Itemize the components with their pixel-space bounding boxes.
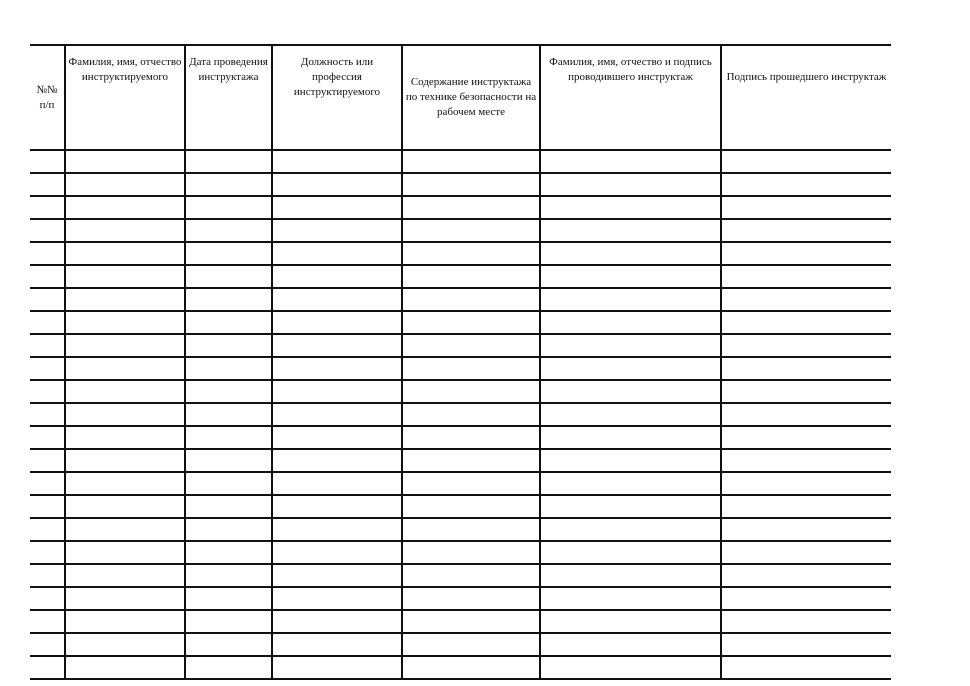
table-cell[interactable] <box>540 311 721 334</box>
table-cell[interactable] <box>30 472 65 495</box>
table-cell[interactable] <box>540 265 721 288</box>
table-row <box>30 633 891 656</box>
table-cell[interactable] <box>540 587 721 610</box>
table-cell[interactable] <box>272 472 402 495</box>
table-cell[interactable] <box>65 656 185 679</box>
table-cell[interactable] <box>402 173 540 196</box>
table-cell[interactable] <box>185 288 272 311</box>
table-cell[interactable] <box>721 449 891 472</box>
table-cell[interactable] <box>402 656 540 679</box>
table-cell[interactable] <box>272 495 402 518</box>
header-date: Дата проведения инструктажа <box>185 45 272 150</box>
table-row <box>30 288 891 311</box>
table-row <box>30 587 891 610</box>
table-cell[interactable] <box>402 495 540 518</box>
table-cell[interactable] <box>185 495 272 518</box>
table-cell[interactable] <box>185 472 272 495</box>
table-row <box>30 495 891 518</box>
table-cell[interactable] <box>185 656 272 679</box>
table-row <box>30 219 891 242</box>
table-cell[interactable] <box>721 288 891 311</box>
table-row <box>30 541 891 564</box>
table-cell[interactable] <box>402 380 540 403</box>
table-cell[interactable] <box>272 449 402 472</box>
table-cell[interactable] <box>30 150 65 173</box>
table-cell[interactable] <box>402 288 540 311</box>
table-cell[interactable] <box>721 564 891 587</box>
table-cell[interactable] <box>65 472 185 495</box>
table-cell[interactable] <box>540 449 721 472</box>
table-cell[interactable] <box>65 564 185 587</box>
table-cell[interactable] <box>540 495 721 518</box>
table-cell[interactable] <box>272 219 402 242</box>
table-cell[interactable] <box>402 403 540 426</box>
table-cell[interactable] <box>272 656 402 679</box>
table-row <box>30 334 891 357</box>
table-cell[interactable] <box>272 564 402 587</box>
table-cell[interactable] <box>65 150 185 173</box>
table-cell[interactable] <box>540 564 721 587</box>
table-cell[interactable] <box>402 265 540 288</box>
table-cell[interactable] <box>540 633 721 656</box>
table-row <box>30 610 891 633</box>
table-cell[interactable] <box>272 265 402 288</box>
header-position: Должность или профессия инструктируемого <box>272 45 402 150</box>
table-cell[interactable] <box>540 541 721 564</box>
table-row <box>30 173 891 196</box>
table-row <box>30 311 891 334</box>
table-cell[interactable] <box>30 633 65 656</box>
table-cell[interactable] <box>540 288 721 311</box>
table-row <box>30 564 891 587</box>
table-cell[interactable] <box>721 656 891 679</box>
table-cell[interactable] <box>65 380 185 403</box>
table-cell[interactable] <box>65 196 185 219</box>
table-cell[interactable] <box>185 150 272 173</box>
table-cell[interactable] <box>30 495 65 518</box>
table-cell[interactable] <box>540 219 721 242</box>
table-cell[interactable] <box>272 426 402 449</box>
table-row <box>30 150 891 173</box>
instruction-log-sheet <box>30 44 891 680</box>
table-cell[interactable] <box>65 219 185 242</box>
table-cell[interactable] <box>721 242 891 265</box>
table-row <box>30 518 891 541</box>
table-cell[interactable] <box>402 357 540 380</box>
table-cell[interactable] <box>272 587 402 610</box>
table-row <box>30 472 891 495</box>
table-cell[interactable] <box>185 380 272 403</box>
table-cell[interactable] <box>402 564 540 587</box>
table-cell[interactable] <box>402 150 540 173</box>
table-cell[interactable] <box>540 518 721 541</box>
table-cell[interactable] <box>185 196 272 219</box>
table-cell[interactable] <box>65 587 185 610</box>
table-cell[interactable] <box>65 173 185 196</box>
table-cell[interactable] <box>30 357 65 380</box>
table-cell[interactable] <box>185 219 272 242</box>
header-row-number: №№ п/п <box>30 45 65 150</box>
table-cell[interactable] <box>272 633 402 656</box>
table-cell[interactable] <box>272 403 402 426</box>
table-cell[interactable] <box>540 357 721 380</box>
table-cell[interactable] <box>30 242 65 265</box>
table-cell[interactable] <box>402 472 540 495</box>
table-cell[interactable] <box>402 219 540 242</box>
table-cell[interactable] <box>30 449 65 472</box>
table-cell[interactable] <box>185 633 272 656</box>
table-row <box>30 449 891 472</box>
table-row <box>30 196 891 219</box>
table-cell[interactable] <box>721 150 891 173</box>
table-cell[interactable] <box>540 472 721 495</box>
table-cell[interactable] <box>402 633 540 656</box>
table-header-row <box>30 45 891 150</box>
table-cell[interactable] <box>30 334 65 357</box>
table-cell[interactable] <box>30 288 65 311</box>
header-instruction-content: Содержание инструктажа по технике безопасности на рабочем месте <box>402 45 540 150</box>
table-cell[interactable] <box>185 564 272 587</box>
table-cell[interactable] <box>185 334 272 357</box>
table-cell[interactable] <box>185 426 272 449</box>
table-cell[interactable] <box>721 587 891 610</box>
table-cell[interactable] <box>272 173 402 196</box>
table-cell[interactable] <box>402 242 540 265</box>
table-cell[interactable] <box>185 357 272 380</box>
table-cell[interactable] <box>185 587 272 610</box>
table-cell[interactable] <box>721 633 891 656</box>
table-cell[interactable] <box>185 610 272 633</box>
table-cell[interactable] <box>721 380 891 403</box>
table-cell[interactable] <box>65 265 185 288</box>
table-cell[interactable] <box>540 150 721 173</box>
table-cell[interactable] <box>721 311 891 334</box>
table-cell[interactable] <box>30 541 65 564</box>
table-cell[interactable] <box>65 633 185 656</box>
table-cell[interactable] <box>65 288 185 311</box>
header-signature: Подпись прошедшего инструктаж <box>721 45 891 150</box>
table-row <box>30 357 891 380</box>
table-cell[interactable] <box>402 311 540 334</box>
table-cell[interactable] <box>185 265 272 288</box>
table-cell[interactable] <box>540 403 721 426</box>
table-cell[interactable] <box>65 518 185 541</box>
table-cell[interactable] <box>721 403 891 426</box>
table-cell[interactable] <box>65 242 185 265</box>
table-cell[interactable] <box>30 610 65 633</box>
table-cell[interactable] <box>272 610 402 633</box>
table-cell[interactable] <box>65 426 185 449</box>
table-cell[interactable] <box>272 334 402 357</box>
table-cell[interactable] <box>540 610 721 633</box>
table-row <box>30 656 891 679</box>
table-cell[interactable] <box>721 610 891 633</box>
table-cell[interactable] <box>30 311 65 334</box>
table-cell[interactable] <box>30 656 65 679</box>
instruction-log-table <box>30 44 891 680</box>
table-cell[interactable] <box>30 219 65 242</box>
table-cell[interactable] <box>272 196 402 219</box>
table-cell[interactable] <box>30 265 65 288</box>
table-cell[interactable] <box>272 242 402 265</box>
table-cell[interactable] <box>65 334 185 357</box>
table-cell[interactable] <box>272 541 402 564</box>
table-cell[interactable] <box>185 242 272 265</box>
header-instructor: Фамилия, имя, отчество и подпись проводившего инструктаж <box>540 45 721 150</box>
table-cell[interactable] <box>721 518 891 541</box>
header-full-name: Фамилия, имя, отчество инструктируемого <box>65 45 185 150</box>
table-cell[interactable] <box>540 380 721 403</box>
table-cell[interactable] <box>402 196 540 219</box>
table-cell[interactable] <box>402 587 540 610</box>
table-cell[interactable] <box>540 196 721 219</box>
table-cell[interactable] <box>30 380 65 403</box>
table-cell[interactable] <box>721 495 891 518</box>
table-row <box>30 242 891 265</box>
table-cell[interactable] <box>402 610 540 633</box>
table-cell[interactable] <box>402 541 540 564</box>
table-cell[interactable] <box>721 334 891 357</box>
table-cell[interactable] <box>721 541 891 564</box>
table-cell[interactable] <box>30 518 65 541</box>
table-cell[interactable] <box>185 541 272 564</box>
table-cell[interactable] <box>402 518 540 541</box>
table-cell[interactable] <box>185 403 272 426</box>
table-cell[interactable] <box>30 564 65 587</box>
table-cell[interactable] <box>30 403 65 426</box>
table-row <box>30 403 891 426</box>
table-cell[interactable] <box>272 311 402 334</box>
table-cell[interactable] <box>30 426 65 449</box>
table-cell[interactable] <box>30 587 65 610</box>
table-cell[interactable] <box>402 426 540 449</box>
table-cell[interactable] <box>30 173 65 196</box>
table-cell[interactable] <box>721 265 891 288</box>
table-cell[interactable] <box>721 426 891 449</box>
table-cell[interactable] <box>272 518 402 541</box>
table-cell[interactable] <box>721 219 891 242</box>
table-cell[interactable] <box>402 334 540 357</box>
table-cell[interactable] <box>185 311 272 334</box>
table-cell[interactable] <box>65 357 185 380</box>
table-cell[interactable] <box>721 472 891 495</box>
table-cell[interactable] <box>721 173 891 196</box>
table-row <box>30 426 891 449</box>
table-cell[interactable] <box>402 449 540 472</box>
table-cell[interactable] <box>721 196 891 219</box>
table-cell[interactable] <box>272 288 402 311</box>
table-cell[interactable] <box>65 403 185 426</box>
table-row <box>30 380 891 403</box>
table-cell[interactable] <box>30 196 65 219</box>
table-cell[interactable] <box>185 173 272 196</box>
table-cell[interactable] <box>65 541 185 564</box>
table-cell[interactable] <box>65 311 185 334</box>
table-cell[interactable] <box>185 449 272 472</box>
table-cell[interactable] <box>185 518 272 541</box>
table-body <box>30 150 891 679</box>
table-cell[interactable] <box>272 357 402 380</box>
table-cell[interactable] <box>272 150 402 173</box>
table-cell[interactable] <box>540 242 721 265</box>
table-cell[interactable] <box>540 173 721 196</box>
table-cell[interactable] <box>272 380 402 403</box>
table-cell[interactable] <box>65 610 185 633</box>
table-row <box>30 265 891 288</box>
table-cell[interactable] <box>540 334 721 357</box>
table-cell[interactable] <box>65 495 185 518</box>
table-cell[interactable] <box>540 426 721 449</box>
table-cell[interactable] <box>721 357 891 380</box>
table-cell[interactable] <box>540 656 721 679</box>
table-cell[interactable] <box>65 449 185 472</box>
